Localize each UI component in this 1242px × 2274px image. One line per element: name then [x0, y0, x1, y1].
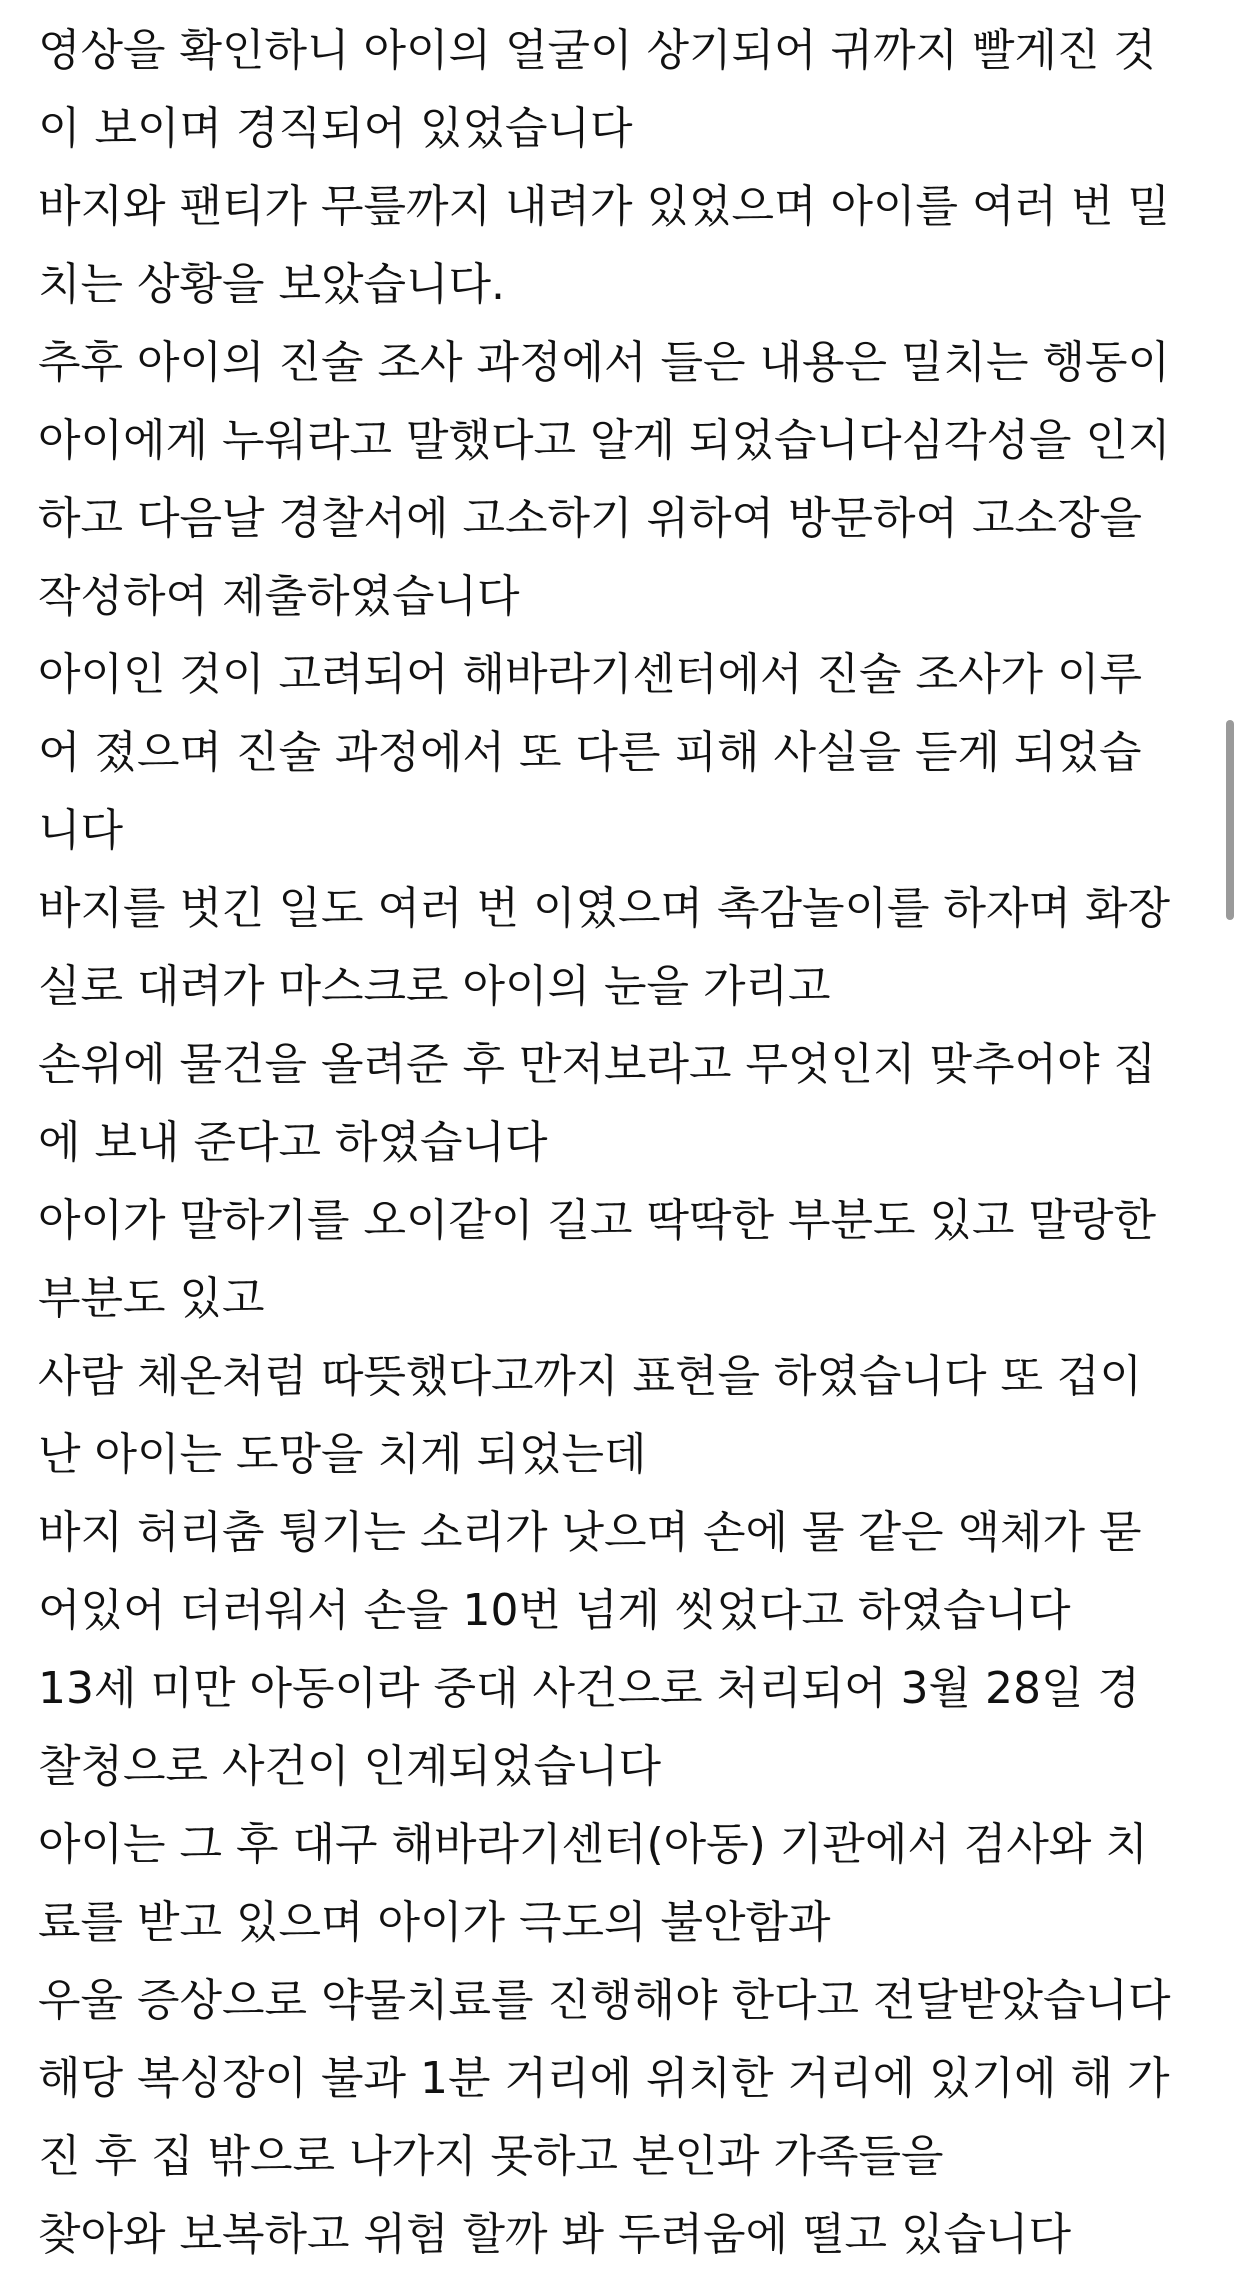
document-body [38, 0, 1218, 2274]
text-line: 13세 미만 아동이라 중대 사건으로 처리되어 3월 28일 경 [38, 1663, 1140, 1714]
text-line: 찾아와 보복하고 위험 할까 봐 두려움에 떨고 있습니다 [38, 2209, 1071, 2260]
text-line: 니다 [38, 805, 124, 856]
text-line: 해당 복싱장이 불과 1분 거리에 위치한 거리에 있기에 해 가 [38, 2053, 1170, 2104]
text-line: 바지를 벗긴 일도 여러 번 이였으며 촉감놀이를 하자며 화장 [38, 883, 1170, 934]
text-line: 실로 대려가 마스크로 아이의 눈을 가리고 [38, 961, 831, 1012]
text-line: 손위에 물건을 올려준 후 만저보라고 무엇인지 맞추어야 집 [38, 1039, 1156, 1090]
text-line: 난 아이는 도망을 치게 되었는데 [38, 1429, 647, 1480]
text-line: 어 졌으며 진술 과정에서 또 다른 피해 사실을 듣게 되었습 [38, 727, 1142, 778]
text-line: 치는 상황을 보았습니다. [38, 259, 505, 310]
text-line: 아이는 그 후 대구 해바라기센터(아동) 기관에서 검사와 치 [38, 1819, 1148, 1870]
text-line: 바지와 팬티가 무릎까지 내려가 있었으며 아이를 여러 번 밀 [38, 181, 1170, 232]
text-line: 어있어 더러워서 손을 10번 넘게 씻었다고 하였습니다 [38, 1585, 1071, 1636]
scrollbar-thumb[interactable] [1226, 720, 1234, 920]
text-line: 부분도 있고 [38, 1273, 265, 1324]
text-line: 하고 다음날 경찰서에 고소하기 위하여 방문하여 고소장을 [38, 493, 1143, 544]
text-line: 영상을 확인하니 아이의 얼굴이 상기되어 귀까지 빨게진 것 [38, 25, 1156, 76]
text-line: 아이가 말하기를 오이같이 길고 딱딱한 부분도 있고 말랑한 [38, 1195, 1156, 1246]
text-line: 이 보이며 경직되어 있었습니다 [38, 103, 633, 154]
text-line: 찰청으로 사건이 인계되었습니다 [38, 1741, 662, 1792]
text-line: 작성하여 제출하였습니다 [38, 571, 520, 622]
text-line: 추후 아이의 진술 조사 과정에서 들은 내용은 밀치는 행동이 [38, 337, 1170, 388]
text-line: 아이에게 누워라고 말했다고 알게 되었습니다심각성을 인지 [38, 415, 1171, 466]
text-line: 아이인 것이 고려되어 해바라기센터에서 진술 조사가 이루 [38, 649, 1143, 700]
text-line: 바지 허리춤 튕기는 소리가 낫으며 손에 물 같은 액체가 묻 [38, 1507, 1142, 1558]
text-line: 료를 받고 있으며 아이가 극도의 불안함과 [38, 1897, 831, 1948]
text-line: 사람 체온처럼 따뜻했다고까지 표현을 하였습니다 또 겁이 [38, 1351, 1143, 1402]
text-line: 우울 증상으로 약물치료를 진행해야 한다고 전달받았습니다 [38, 1975, 1171, 2026]
text-line: 에 보내 준다고 하였습니다 [38, 1117, 548, 1168]
text-line: 진 후 집 밖으로 나가지 못하고 본인과 가족들을 [38, 2131, 944, 2182]
